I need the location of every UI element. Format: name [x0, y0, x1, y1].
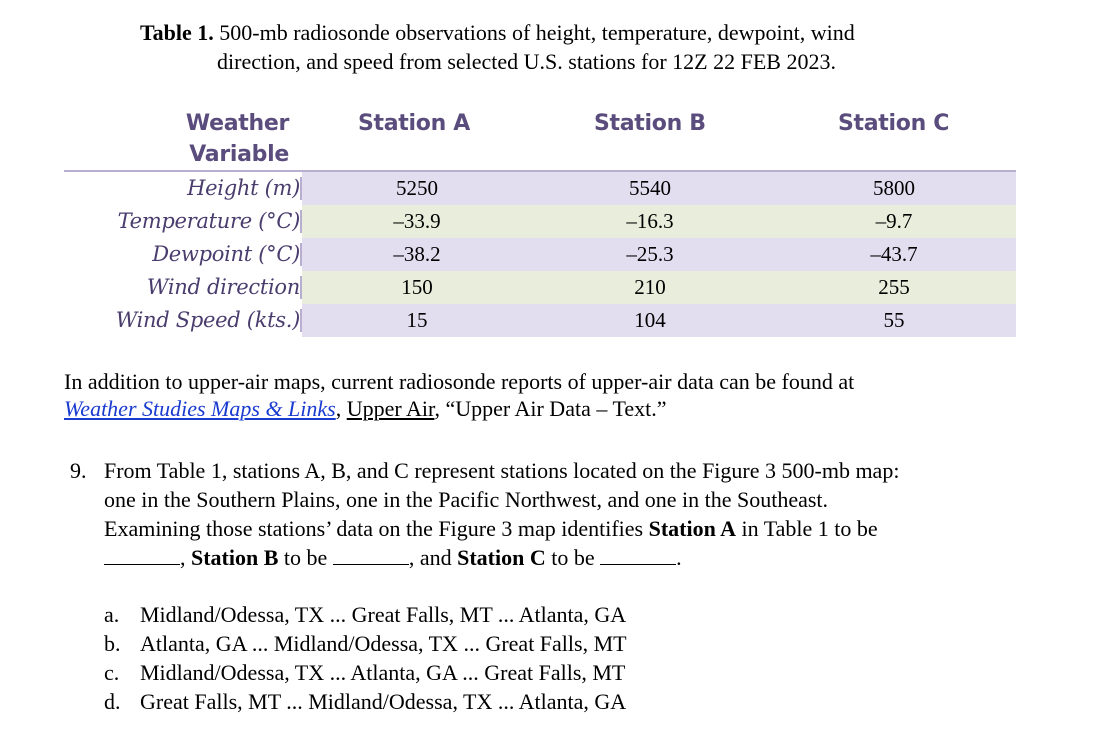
- answer-blank-a: [104, 546, 180, 565]
- table-header: [64, 108, 1016, 172]
- header-station-a: Station A: [358, 111, 471, 136]
- upper-air-data-text: , “Upper Air Data – Text.”: [434, 396, 667, 421]
- cell-station-a: –38.2: [393, 242, 441, 266]
- option-c[interactable]: c. Midland/Odessa, TX ... Atlanta, GA ... Great Falls, MT: [104, 660, 626, 685]
- cell-station-a: 15: [406, 308, 428, 332]
- table-row: [64, 238, 1016, 271]
- row-label: Height (m): [187, 176, 300, 200]
- row-label: Dewpoint (°C): [152, 242, 300, 266]
- cell-station-b: –25.3: [626, 242, 674, 266]
- question-number: 9.: [70, 458, 87, 483]
- row-label: Temperature (°C): [117, 209, 300, 233]
- upper-air-paragraph: In addition to upper-air maps, current radiosonde reports of upper-air data can be found at Weather Studies Maps & Links, Upper Air, “Upper Air Data – Text.”: [64, 369, 855, 421]
- question-9: 9. From Table 1, stations A, B, and C represent stations located on the Figure 3 500-mb map: one in the Southern Plains, one in the Pacific Northwest, and one in the Southeast. Examining those stations’ data on the Figure 3 map identifies Station A in Table 1 to be , Station B to be , and Station C to be .: [70, 458, 900, 570]
- upper-air-text: Upper Air: [346, 396, 435, 421]
- cell-station-c: 5800: [873, 176, 915, 200]
- cell-station-a: 150: [401, 275, 433, 299]
- table-row: [64, 271, 1016, 304]
- cell-station-a: 5250: [396, 176, 438, 200]
- cell-station-b: 5540: [629, 176, 671, 200]
- table-caption: [140, 18, 1000, 76]
- answer-options: [104, 600, 627, 716]
- header-weather-variable: Weather Variable: [185, 111, 289, 167]
- observations-table: [64, 108, 1016, 337]
- row-label: Wind Speed (kts.): [115, 308, 300, 332]
- header-station-b: Station B: [594, 111, 706, 136]
- row-label: Wind direction: [146, 275, 300, 299]
- option-b[interactable]: b. Atlanta, GA ... Midland/Odessa, TX ... Great Falls, MT: [104, 631, 627, 656]
- cell-station-b: 104: [634, 308, 666, 332]
- cell-station-c: 255: [878, 275, 910, 299]
- cell-station-b: –16.3: [626, 209, 674, 233]
- paragraph-text: In addition to upper-air maps, current radiosonde reports of upper-air data can be found at: [64, 369, 855, 394]
- caption-line2: direction, and speed from selected U.S. stations for 12Z 22 FEB 2023.: [217, 49, 836, 74]
- table-row: [64, 304, 1016, 337]
- caption-line1: 500-mb radiosonde observations of height, temperature, dewpoint, wind: [219, 20, 855, 45]
- answer-blank-b: [333, 546, 409, 565]
- caption-label: Table 1.: [140, 20, 214, 45]
- weather-studies-link[interactable]: Weather Studies Maps & Links: [64, 396, 336, 421]
- cell-station-b: 210: [634, 275, 666, 299]
- cell-station-a: –33.9: [393, 209, 441, 233]
- option-d[interactable]: d. Great Falls, MT ... Midland/Odessa, TX ... Atlanta, GA: [104, 689, 627, 714]
- header-station-c: Station C: [838, 111, 950, 136]
- table-row: [64, 205, 1016, 238]
- table-row: [64, 172, 1016, 205]
- cell-station-c: –43.7: [870, 242, 918, 266]
- answer-blank-c: [600, 546, 676, 565]
- cell-station-c: –9.7: [875, 209, 913, 233]
- option-a[interactable]: a. Midland/Odessa, TX ... Great Falls, MT ... Atlanta, GA: [104, 602, 627, 627]
- cell-station-c: 55: [883, 308, 905, 332]
